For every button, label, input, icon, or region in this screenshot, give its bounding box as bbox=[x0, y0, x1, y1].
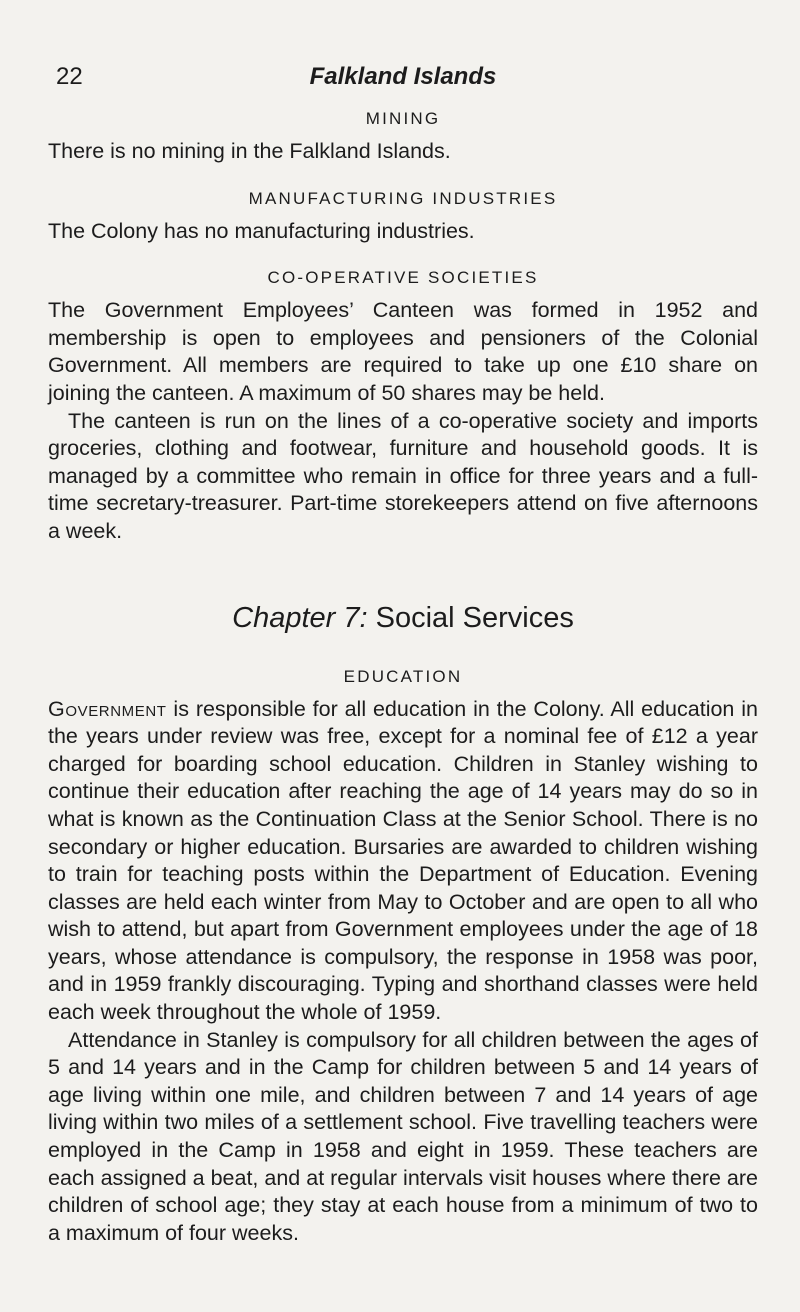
document-page bbox=[48, 62, 758, 1247]
section-heading-manufacturing: MANUFACTURING INDUSTRIES bbox=[248, 188, 558, 208]
section-heading-education: EDUCATION bbox=[343, 666, 463, 686]
chapter-heading bbox=[48, 600, 758, 636]
education-paragraph-1 bbox=[48, 696, 758, 1027]
running-header bbox=[48, 62, 758, 96]
manufacturing-paragraph: The Colony has no manufacturing industries. bbox=[48, 218, 475, 243]
running-title: Falkland Islands bbox=[309, 63, 497, 90]
chapter-title: Social Services bbox=[375, 601, 574, 634]
cooperative-paragraph-2: The canteen is run on the lines of a co-operative society and imports groceries, clothing and footwear, furniture and household goods. It is managed by a committee who remain in office for three years and a full-time secretary-treasurer. Part-time storekeepers attend on five afternoons a week. bbox=[48, 408, 758, 543]
education-paragraph-2: Attendance in Stanley is compulsory for all children between the ages of 5 and 14 years and in the Camp for children between 5 and 14 years of age living within one mile, and children between 7 and 14 years of age living within two miles of a settlement school. Five travelling teachers were employed in the Camp in 1958 and eight in 1959. These teachers are each assigned a beat, and at regular intervals visit houses where there are children of school age; they stay at each house from a minimum of two to a maximum of four weeks. bbox=[48, 1027, 758, 1245]
page-number: 22 bbox=[56, 63, 83, 90]
cooperative-paragraph-1: The Government Employees’ Canteen was formed in 1952 and membership is open to employees and pensioners of the Colonial Government. All members are required to take up one £10 share on joining the canteen. A maximum of 50 shares may be held. bbox=[48, 298, 758, 405]
chapter-label: Chapter 7: bbox=[232, 601, 368, 634]
mining-paragraph: There is no mining in the Falkland Islands. bbox=[48, 139, 451, 163]
education-paragraph-1-text: is responsible for all education in the Colony. All education in the years under review was free, except for a nominal fee of £12 a year charged for boarding school education. Children in Stanley wishing to continue their education after reaching the age of 14 years may do so in what is known as the Continuation Class at the Senior School. There is no secondary or higher education. Bursaries are awarded to children wishing to train for teaching posts within the Department of Education. Evening classes are held each winter from May to October and are open to all who wish to attend, but apart from Government employees under the age of 18 years, whose attendance is compulsory, the response in 1958 was poor, and in 1959 frankly discouraging. Typing and shorthand classes were held each week throughout the whole of 1959. bbox=[48, 696, 758, 1025]
section-heading-cooperative: CO-OPERATIVE SOCIETIES bbox=[267, 268, 539, 288]
education-lead-word: Government bbox=[48, 696, 167, 721]
section-heading-mining: MINING bbox=[365, 109, 441, 128]
